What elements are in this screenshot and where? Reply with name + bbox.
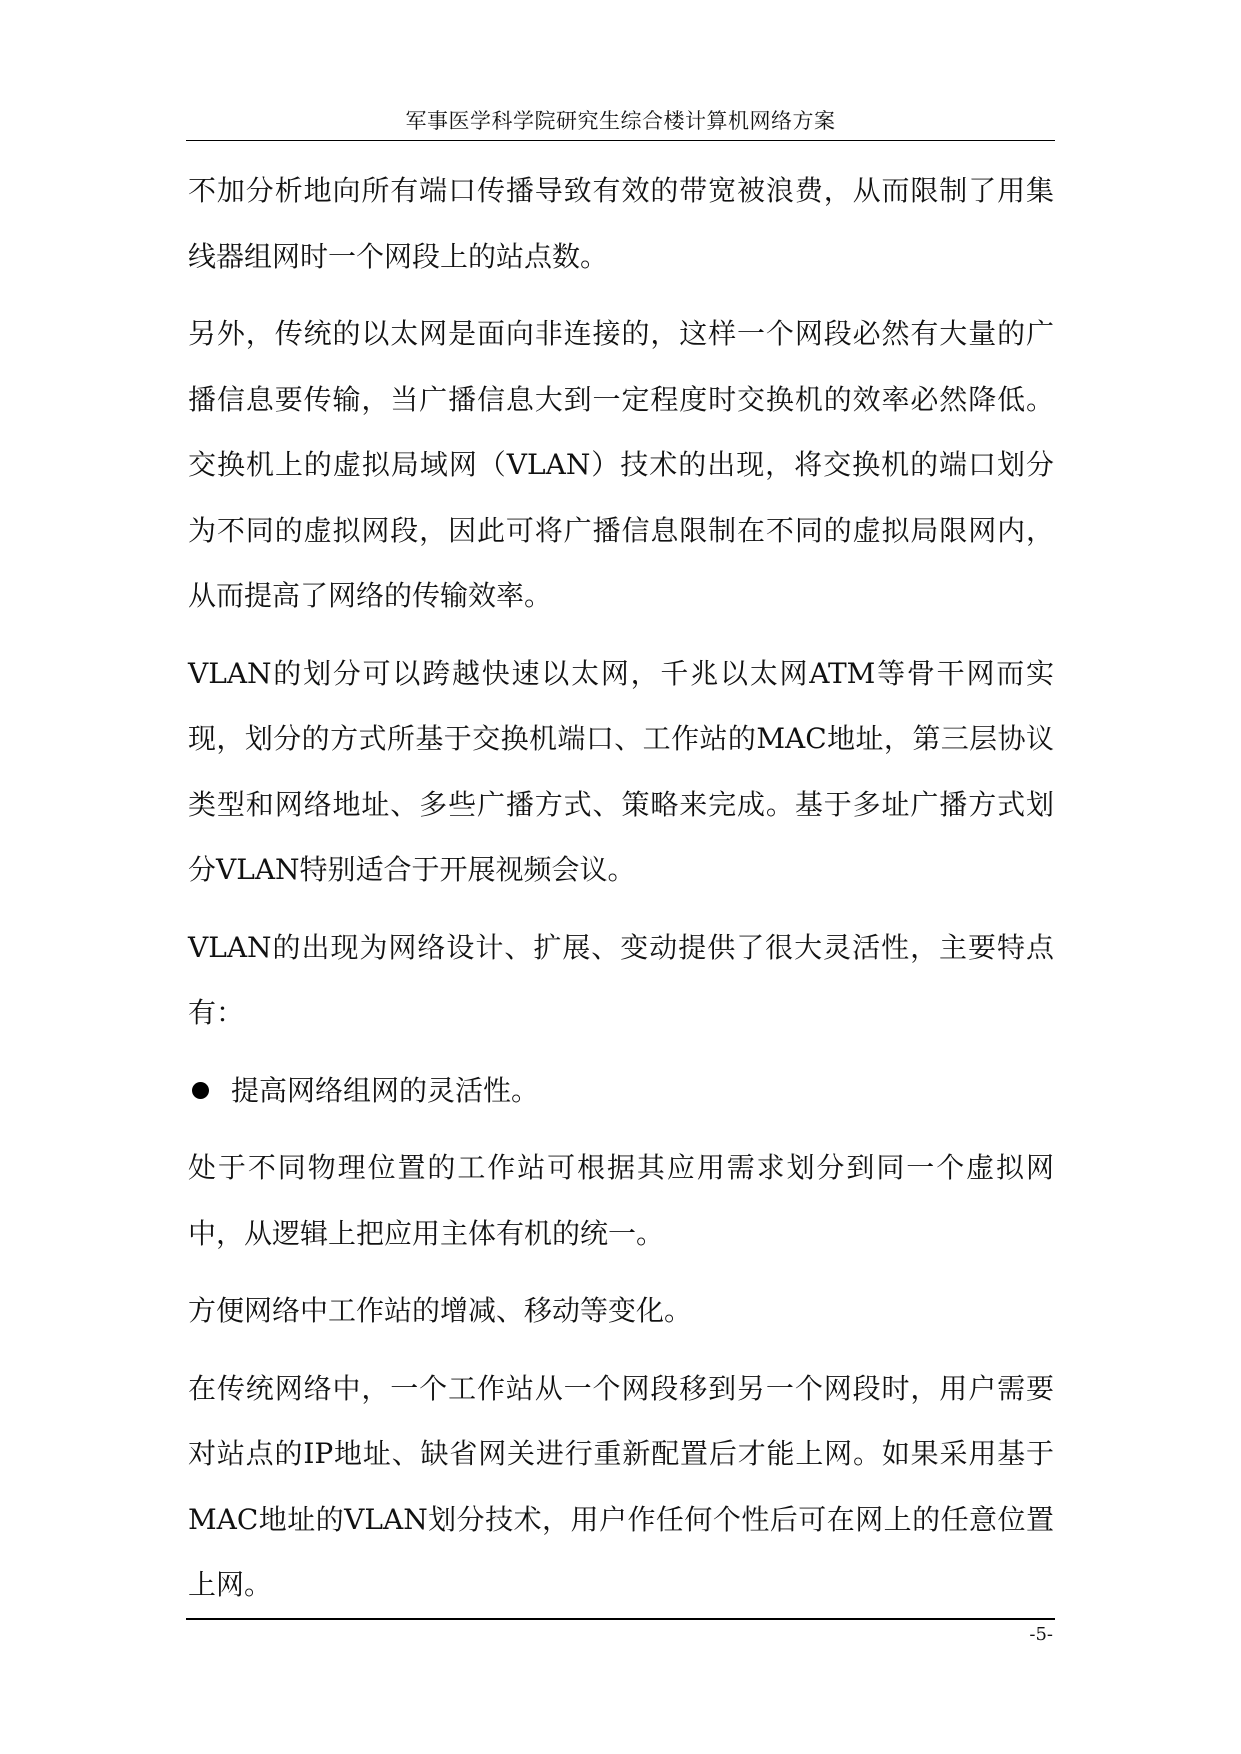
paragraph-vlan-features: VLAN的出现为网络设计、扩展、变动提供了很大灵活性，主要特点有： [188, 930, 1054, 1029]
header-divider [186, 140, 1055, 141]
paragraph-bandwidth: 不加分析地向所有端口传播导致有效的带宽被浪费，从而限制了用集线器组网时一个网段上的站点数。 [188, 174, 1054, 273]
bullet-item [188, 1058, 1054, 1124]
footer-divider [186, 1618, 1055, 1620]
page-header-title: 军事医学科学院研究生综合楼计算机网络方案 [405, 109, 836, 133]
paragraph-vlan-division: VLAN的划分可以跨越快速以太网，千兆以太网ATM等骨干网而实现，划分的方式所基于交换机端口、工作站的MAC地址，第三层协议类型和网络地址、多些广播方式、策略来完成。基于多址广播方式划分VLAN特别适合于开展视频会议。 [188, 656, 1054, 886]
document-body [188, 158, 1054, 1630]
page-number: -5- [1029, 1624, 1053, 1645]
paragraph-workstation-changes: 方便网络中工作站的增减、移动等变化。 [188, 1294, 693, 1327]
paragraph-mac-based-vlan: 在传统网络中，一个工作站从一个网段移到另一个网段时，用户需要对站点的IP地址、缺省网关进行重新配置后才能上网。如果采用基于MAC地址的VLAN划分技术，用户作任何个性后可在网上的任意位置上网。 [188, 1371, 1054, 1601]
paragraph-logical-grouping: 处于不同物理位置的工作站可根据其应用需求划分到同一个虚拟网中，从逻辑上把应用主体有机的统一。 [188, 1151, 1054, 1250]
bullet-text: 提高网络组网的灵活性。 [231, 1073, 540, 1107]
bullet-dot-icon [192, 1082, 209, 1099]
paragraph-broadcast-vlan: 另外，传统的以太网是面向非连接的，这样一个网段必然有大量的广播信息要传输，当广播信息大到一定程度时交换机的效率必然降低。交换机上的虚拟局域网（VLAN）技术的出现，将交换机的端口划分为不同的虚拟网段，因此可将广播信息限制在不同的虚拟局限网内，从而提高了网络的传输效率。 [188, 317, 1054, 612]
